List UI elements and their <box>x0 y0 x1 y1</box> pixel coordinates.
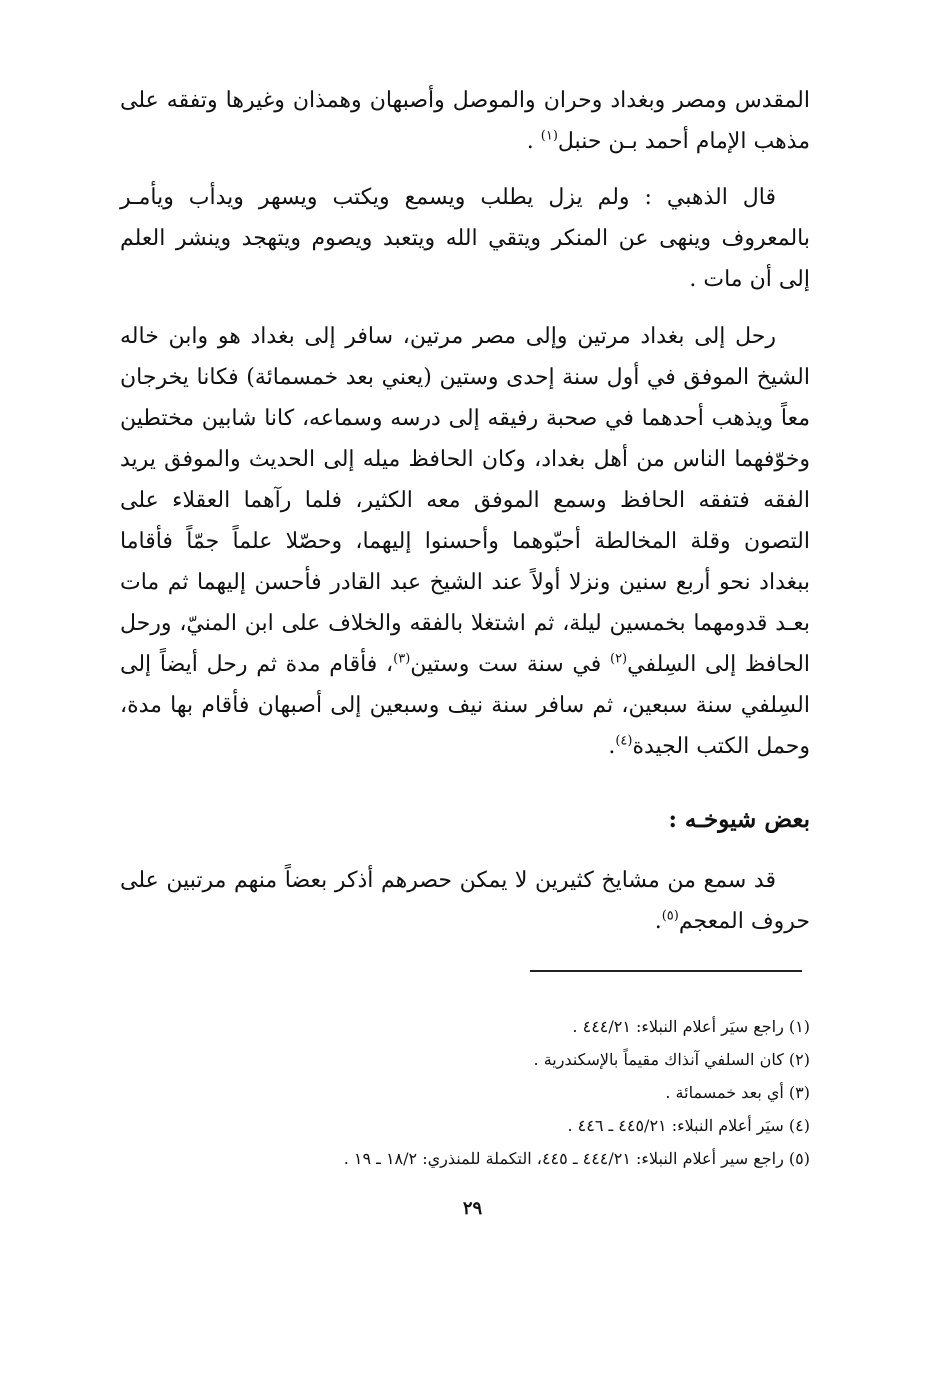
paragraph-1-text: المقدس ومصر وبغداد وحران والموصل وأصبهان وهمذان وغيرها وتفقه على مذهب الإمام أحمد بـن حنبل <box>120 88 810 154</box>
footnote-2: (٢) كان السلفي آنذاك مقيماً بالإسكندرية . <box>533 1050 810 1069</box>
footnotes <box>120 1010 810 1175</box>
paragraph-2 <box>120 177 810 300</box>
paragraph-1 <box>120 80 810 162</box>
paragraph-2-text: قال الذهبي : ولم يزل يطلب ويسمع ويكتب ويسهر ويدأب ويأمـر بالمعروف وينهى عن المنكر ويتقي الله ويتعبد ويصوم ويتهجد وينشر العلم إلى أن مات . <box>120 185 810 292</box>
paragraph-3-text-b: في سنة ست وستين <box>410 652 610 677</box>
footnote-ref-4: (٤) <box>615 733 633 749</box>
footnote-ref-2: (٢) <box>609 651 628 667</box>
footnote-divider <box>530 970 802 972</box>
paragraph-4-end: . <box>654 909 662 934</box>
paragraph-1-end: . <box>526 129 541 154</box>
section-heading: بعض شيوخـه : <box>668 806 810 833</box>
footnote-ref-3: (٣) <box>393 651 411 667</box>
paragraph-3-text-a: رحل إلى بغداد مرتين وإلى مصر مرتين، سافر إلى بغداد هو وابن خاله الشيخ الموفق في أول سنة إحدى وستين (يعني بعد خمسمائة) فكانا يخرجان معاً ويذهب أحدهما في صحبة رفيقه إلى درسه وسماعه، كانا شابين مختطين وخوّفهما الناس من أهل بغداد، وكان الحافظ ميله إلى الحديث والموفق يريد الفقه فتفقه الحافظ وسمع الموفق معه الكثير، فلما رآهما العقلاء على التصون وقلة المخالطة أحبّوهما وأحسنوا إليهما، وحصّلا علماً جمّاً فأقاما ببغداد نحو أربع سنين ونزلا أولاً عند الشيخ عبد القادر فأحسن إليهما ثم مات بعـد قدومهما بخمسين ليلة، ثم اشتغلا بالفقه والخلاف على ابن المنيّ، ورحل الحافظ إلى السِلفي <box>120 324 811 677</box>
footnote-1: (١) راجع سيَر أعلام النبلاء: ٤٤٤/٢١ . <box>572 1017 810 1036</box>
paragraph-3-end: . <box>608 734 616 759</box>
footnote-ref-1: (١) <box>540 128 558 144</box>
paragraph-4-text: قد سمع من مشايخ كثيرين لا يمكن حصرهم أذكر بعضاً منهم مرتبين على حروف المعجم <box>120 868 810 934</box>
footnote-3: (٣) أي بعد خمسمائة . <box>665 1083 810 1102</box>
paragraph-3 <box>120 316 810 767</box>
footnote-4: (٤) سيَر أعلام النبلاء: ٤٤٥/٢١ ـ ٤٤٦ . <box>567 1116 810 1135</box>
paragraph-4 <box>120 860 810 942</box>
footnote-ref-5: (٥) <box>661 908 679 924</box>
paragraph-3-text-c: ، فأقام مدة ثم رحل أيضاً إلى السِلفي سنة سبعين، ثم سافر سنة نيف وسبعين إلى أصبهان فأقام بها مدة، وحمل الكتب الجيدة <box>120 652 810 759</box>
footnote-5: (٥) راجع سير أعلام النبلاء: ٤٤٤/٢١ ـ ٤٤٥، التكملة للمنذري: ١٨/٢ ـ ١٩ . <box>343 1149 810 1168</box>
page-number: ٢٩ <box>462 1198 483 1219</box>
